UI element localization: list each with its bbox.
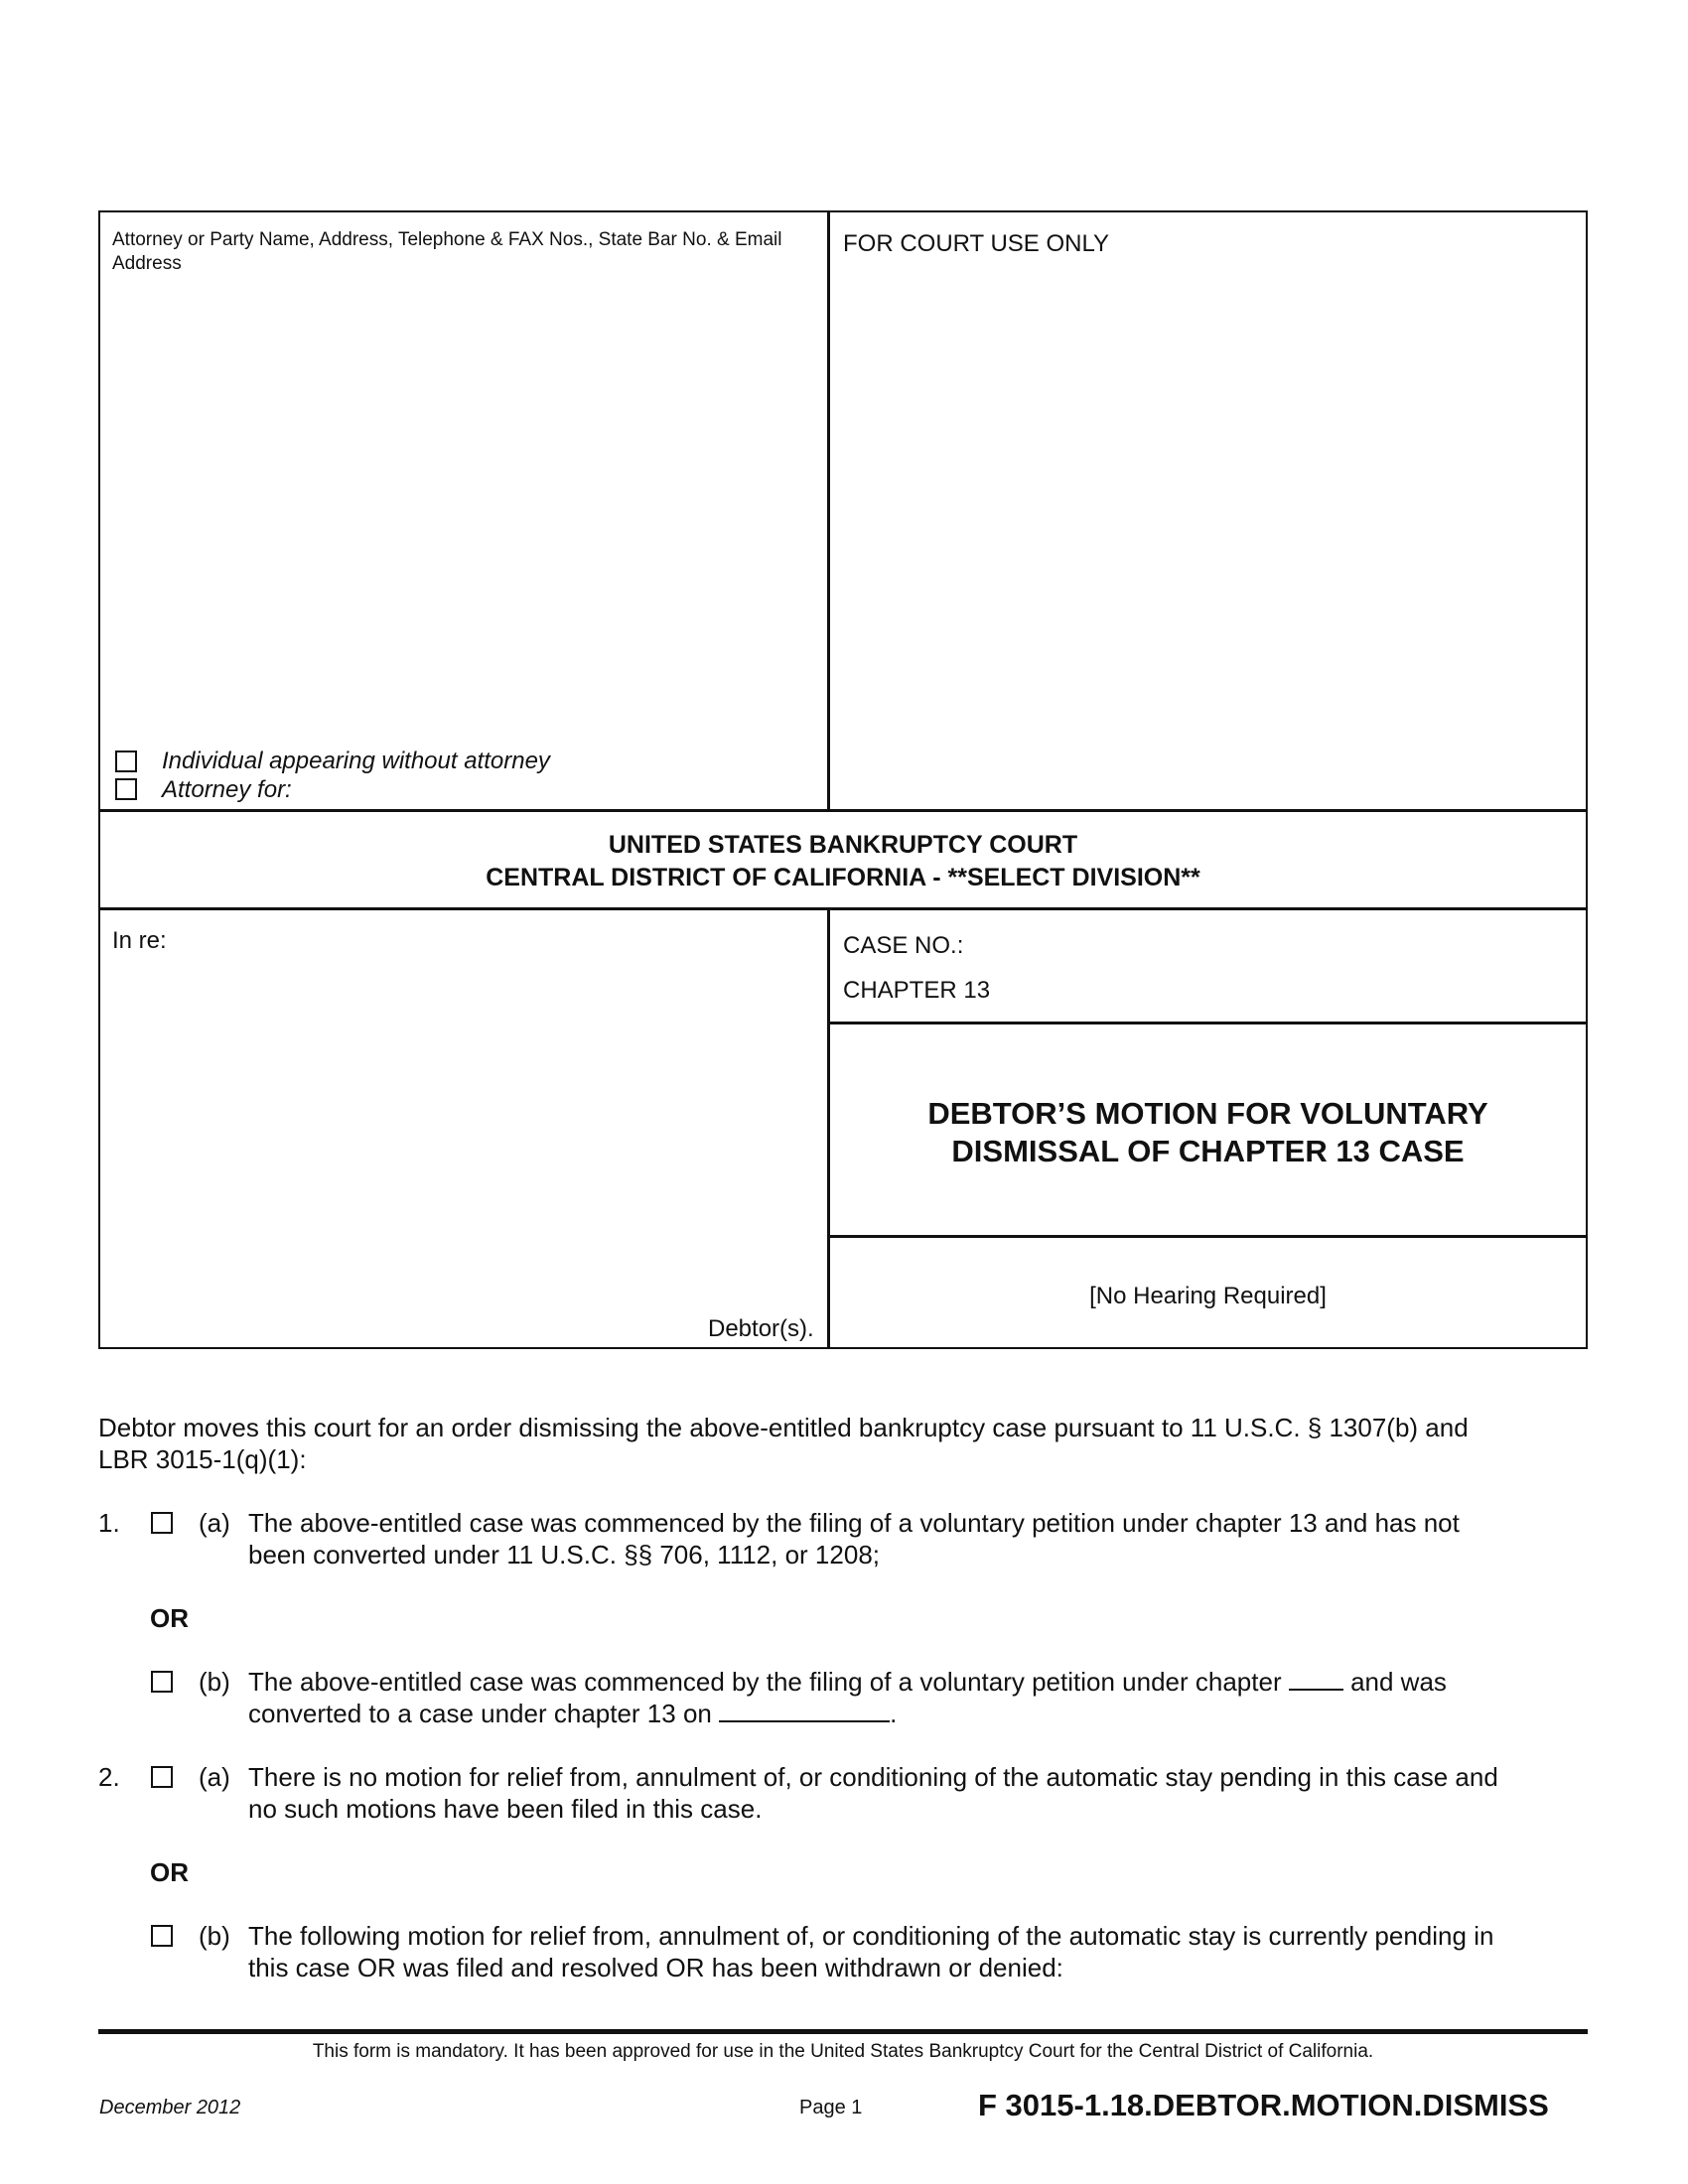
caption-rule-hearing bbox=[828, 1235, 1588, 1238]
item2b-line1: The following motion for relief from, annulment of, or conditioning of the automatic stay is currently pending in bbox=[248, 1921, 1494, 1951]
footer-page: Page 1 bbox=[799, 2097, 863, 2118]
intro-line1: Debtor moves this court for an order dismissing the above-entitled bankruptcy case pursuant to 11 U.S.C. § 1307(b) and bbox=[98, 1413, 1469, 1442]
item2b-checkbox[interactable] bbox=[151, 1925, 173, 1947]
attorney-label: Attorney or Party Name, Address, Telephone & FAX Nos., State Bar No. & Email Address bbox=[112, 229, 782, 274]
footer-date: December 2012 bbox=[99, 2097, 241, 2118]
item1b-label: (b) bbox=[199, 1667, 230, 1697]
item1b-line1-pre: The above-entitled case was commenced by the filing of a voluntary petition under chapter bbox=[248, 1667, 1282, 1697]
motion-title-line2: DISMISSAL OF CHAPTER 13 CASE bbox=[951, 1134, 1465, 1168]
item2-number: 2. bbox=[98, 1762, 120, 1792]
item2a-line1: There is no motion for relief from, annulment of, or conditioning of the automatic stay pending in this case and bbox=[248, 1762, 1498, 1792]
item2b-label: (b) bbox=[199, 1921, 230, 1951]
item1b-line2-pre: converted to a case under chapter 13 on bbox=[248, 1699, 712, 1728]
debtors-label: Debtor(s). bbox=[708, 1315, 814, 1342]
or-separator-2: OR bbox=[150, 1857, 189, 1887]
item1-number: 1. bbox=[98, 1508, 120, 1538]
item1b-line1 bbox=[248, 1666, 1447, 1698]
case-no-label: CASE NO.: bbox=[843, 932, 964, 959]
item1b-checkbox[interactable] bbox=[151, 1671, 173, 1693]
in-re-label: In re: bbox=[112, 927, 167, 954]
item1a-line2: been converted under 11 U.S.C. §§ 706, 1112, or 1208; bbox=[248, 1540, 880, 1570]
item2a-line2: no such motions have been filed in this case. bbox=[248, 1794, 763, 1824]
item1b-line2 bbox=[248, 1698, 897, 1729]
item1b-line2-post: . bbox=[890, 1699, 898, 1728]
item1a-checkbox[interactable] bbox=[151, 1512, 173, 1534]
court-use-label: FOR COURT USE ONLY bbox=[843, 230, 1110, 257]
attorney-for-label: Attorney for: bbox=[162, 776, 292, 803]
item1a-line1: The above-entitled case was commenced by the filing of a voluntary petition under chapter 13 and has not bbox=[248, 1508, 1460, 1538]
caption-rule-inre bbox=[98, 907, 1588, 910]
court-name: UNITED STATES BANKRUPTCY COURT bbox=[608, 831, 1078, 859]
item2b-line2: this case OR was filed and resolved OR has been withdrawn or denied: bbox=[248, 1953, 1063, 1982]
chapter-label: CHAPTER 13 bbox=[843, 977, 991, 1004]
item2a-checkbox[interactable] bbox=[151, 1766, 173, 1788]
item2a-label: (a) bbox=[199, 1762, 230, 1792]
item1b-line1-post: and was bbox=[1350, 1667, 1447, 1697]
or-separator-1: OR bbox=[150, 1603, 189, 1633]
chapter-blank-field[interactable] bbox=[1289, 1689, 1343, 1691]
individual-option-label: Individual appearing without attorney bbox=[162, 748, 550, 774]
caption-rule-court bbox=[98, 809, 1588, 812]
footer-rule bbox=[98, 2029, 1588, 2034]
motion-title-line1: DEBTOR’S MOTION FOR VOLUNTARY bbox=[927, 1096, 1488, 1131]
hearing-note: [No Hearing Required] bbox=[1089, 1283, 1327, 1309]
footer-form-id: F 3015-1.18.DEBTOR.MOTION.DISMISS bbox=[978, 2088, 1549, 2122]
caption-rule-title bbox=[828, 1022, 1588, 1024]
caption-divider-top bbox=[827, 210, 830, 811]
mandatory-notice: This form is mandatory. It has been approved for use in the United States Bankruptcy Court for the Central District of California. bbox=[312, 2041, 1374, 2062]
individual-checkbox[interactable] bbox=[115, 751, 137, 772]
conversion-date-field[interactable] bbox=[719, 1720, 890, 1722]
item1a-label: (a) bbox=[199, 1508, 230, 1538]
court-district: CENTRAL DISTRICT OF CALIFORNIA - **SELECT DIVISION** bbox=[486, 864, 1200, 891]
caption-frame bbox=[98, 210, 1588, 1349]
intro-line2: LBR 3015-1(q)(1): bbox=[98, 1444, 307, 1474]
attorney-for-checkbox[interactable] bbox=[115, 778, 137, 800]
